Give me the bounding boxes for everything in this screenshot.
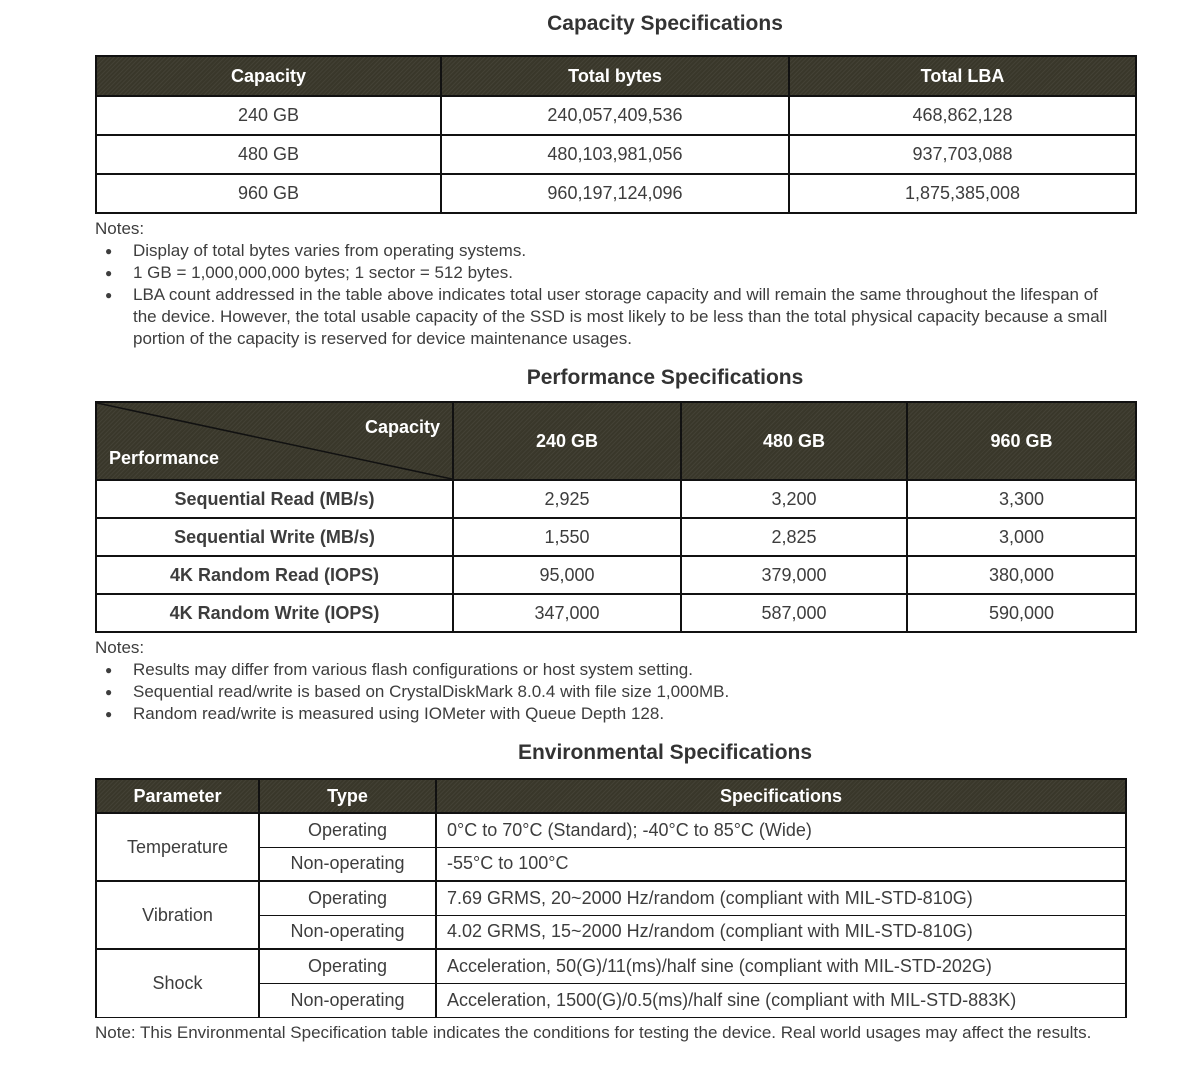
spec-cell: 4.02 GRMS, 15~2000 Hz/random (compliant with MIL-STD-810G) [436, 915, 1126, 949]
parameter-cell: Temperature [96, 813, 259, 881]
type-cell: Operating [259, 881, 436, 915]
bullet-icon: ● [105, 707, 113, 721]
performance-section-title: Performance Specifications [526, 366, 804, 389]
capacity-notes [95, 218, 1115, 350]
environmental-table [95, 778, 1127, 1018]
table-cell: 937,703,088 [789, 135, 1136, 174]
capacity-table [95, 55, 1137, 214]
table-row [96, 556, 1136, 594]
type-cell: Non-operating [259, 915, 436, 949]
spec-cell: Acceleration, 1500(G)/0.5(ms)/half sine (compliant with MIL-STD-883K) [436, 983, 1126, 1017]
spec-cell: 0°C to 70°C (Standard); -40°C to 85°C (Wide) [436, 813, 1126, 847]
note-text: Display of total bytes varies from operating systems. [133, 241, 527, 260]
column-header-960gb: 960 GB [907, 402, 1136, 480]
table-row [96, 881, 1126, 915]
note-item [95, 240, 1115, 262]
column-header-parameter: Parameter [96, 779, 259, 813]
parameter-cell: Shock [96, 949, 259, 1017]
row-label: 4K Random Read (IOPS) [96, 556, 453, 594]
spec-cell: Acceleration, 50(G)/11(ms)/half sine (compliant with MIL-STD-202G) [436, 949, 1126, 983]
table-cell: 960,197,124,096 [441, 174, 789, 213]
notes-label: Notes: [95, 638, 145, 657]
table-cell: 379,000 [681, 556, 907, 594]
table-row [96, 813, 1126, 847]
environmental-table-header-row [96, 779, 1126, 813]
type-cell: Non-operating [259, 847, 436, 881]
note-text: Results may differ from various flash configurations or host system setting. [133, 660, 693, 679]
table-cell: 3,300 [907, 480, 1136, 518]
spec-cell: -55°C to 100°C [436, 847, 1126, 881]
table-cell: 587,000 [681, 594, 907, 632]
column-header-type: Type [259, 779, 436, 813]
performance-table [95, 401, 1137, 633]
table-row [96, 594, 1136, 632]
capacity-table-header-row [96, 56, 1136, 96]
diagonal-header-cell [96, 402, 453, 480]
column-header-capacity: Capacity [96, 56, 441, 96]
table-cell: 2,925 [453, 480, 681, 518]
row-label: 4K Random Write (IOPS) [96, 594, 453, 632]
table-cell: 480,103,981,056 [441, 135, 789, 174]
column-header-240gb: 240 GB [453, 402, 681, 480]
table-row [96, 518, 1136, 556]
note-text: Sequential read/write is based on CrystalDiskMark 8.0.4 with file size 1,000MB. [133, 682, 730, 701]
column-header-total-lba: Total LBA [789, 56, 1136, 96]
corner-label-capacity: Capacity [364, 417, 440, 437]
spec-cell: 7.69 GRMS, 20~2000 Hz/random (compliant with MIL-STD-810G) [436, 881, 1126, 915]
table-cell: 240 GB [96, 96, 441, 135]
table-cell: 960 GB [96, 174, 441, 213]
table-cell: 3,000 [907, 518, 1136, 556]
column-header-total-bytes: Total bytes [441, 56, 789, 96]
table-row [96, 174, 1136, 213]
table-cell: 380,000 [907, 556, 1136, 594]
note-text: Random read/write is measured using IOMeter with Queue Depth 128. [133, 704, 665, 723]
note-item [95, 284, 1115, 350]
type-cell: Non-operating [259, 983, 436, 1017]
bullet-icon: ● [105, 685, 113, 699]
table-cell: 3,200 [681, 480, 907, 518]
table-row [96, 96, 1136, 135]
note-item [95, 703, 1115, 725]
type-cell: Operating [259, 813, 436, 847]
performance-notes [95, 637, 1115, 725]
table-cell: 2,825 [681, 518, 907, 556]
column-header-specifications: Specifications [436, 779, 1126, 813]
note-text: LBA count addressed in the table above indicates total user storage capacity and will remain the same throughout the lifespan of the device. However, the total usable capacity of the SSD is most likely to be less than the total physical capacity because a small portion of the capacity is reserved for device maintenance usages. [133, 285, 1108, 348]
table-cell: 480 GB [96, 135, 441, 174]
bullet-icon: ● [105, 288, 113, 302]
table-cell: 95,000 [453, 556, 681, 594]
column-header-480gb: 480 GB [681, 402, 907, 480]
note-item [95, 659, 1115, 681]
performance-table-header-row [96, 402, 1136, 480]
table-cell: 347,000 [453, 594, 681, 632]
table-row [96, 135, 1136, 174]
table-cell: 1,875,385,008 [789, 174, 1136, 213]
environmental-section-title: Environmental Specifications [517, 741, 813, 764]
table-row [96, 949, 1126, 983]
row-label: Sequential Read (MB/s) [96, 480, 453, 518]
environmental-footer-note: Note: This Environmental Specification table indicates the conditions for testing the device. Real world usages may affect the results. [95, 1022, 1092, 1042]
table-cell: 1,550 [453, 518, 681, 556]
row-label: Sequential Write (MB/s) [96, 518, 453, 556]
notes-label: Notes: [95, 219, 145, 238]
table-row [96, 480, 1136, 518]
type-cell: Operating [259, 949, 436, 983]
bullet-icon: ● [105, 244, 113, 258]
parameter-cell: Vibration [96, 881, 259, 949]
table-cell: 590,000 [907, 594, 1136, 632]
note-text: 1 GB = 1,000,000,000 bytes; 1 sector = 512 bytes. [133, 263, 513, 282]
bullet-icon: ● [105, 663, 113, 677]
table-cell: 240,057,409,536 [441, 96, 789, 135]
corner-label-performance: Performance [109, 448, 220, 468]
table-cell: 468,862,128 [789, 96, 1136, 135]
capacity-section-title: Capacity Specifications [547, 12, 783, 35]
note-item [95, 681, 1115, 703]
note-item [95, 262, 1115, 284]
bullet-icon: ● [105, 266, 113, 280]
